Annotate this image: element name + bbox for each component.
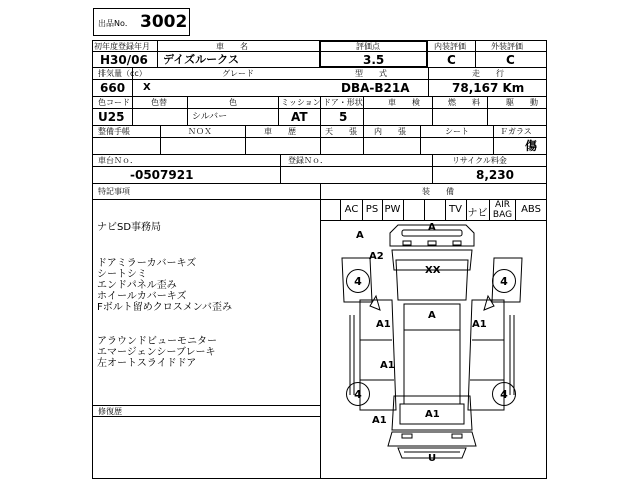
equipment-title: 装 備 [422, 187, 454, 196]
damage-front-bumper: A [428, 222, 436, 233]
grade-label: グレード [222, 69, 254, 78]
interior-grade-label: 内装評価 [434, 42, 466, 51]
damage-left-fender: A2 [369, 251, 384, 262]
maintenance-record-label: 整備手帳 [98, 127, 130, 136]
mileage-label: 走 行 [472, 69, 504, 78]
drive-label: 駆 動 [506, 98, 538, 107]
grid-line [420, 125, 421, 155]
transmission-label: ミッション [281, 98, 321, 107]
grade-value: X [143, 82, 151, 93]
seat-label: シート [445, 127, 469, 136]
color-value: シルバー [192, 112, 228, 122]
headliner-label: 天 張 [325, 127, 357, 136]
exterior-grade-label: 外装評価 [491, 42, 523, 51]
chassis-no-value: -0507921 [130, 168, 194, 182]
grid-line [132, 96, 133, 126]
grid-line [187, 96, 188, 126]
fuel-label: 燃 料 [448, 98, 480, 107]
color-label: 色 [229, 98, 237, 107]
color-change-label: 色替 [151, 98, 167, 107]
grid-line [428, 67, 429, 97]
car-name-label: 車 名 [216, 42, 248, 51]
car-name-value: デイズルークス [163, 53, 240, 66]
equipment-pw: PW [384, 204, 401, 215]
grid-line [403, 199, 404, 220]
chassis-no-label: 車台Ｎｏ． [98, 156, 138, 165]
grid-line [160, 125, 161, 155]
grid-line [92, 405, 320, 406]
mileage-value: 78,167 Km [452, 81, 525, 95]
grid-line [320, 125, 321, 155]
score-label: 評価点 [356, 42, 380, 51]
grid-line [278, 96, 279, 126]
grid-line [432, 154, 433, 184]
remark-line: エンドパネル歪み [97, 280, 177, 291]
grid-line [245, 125, 246, 155]
registration-no-label: 登録Ｎｏ． [288, 156, 328, 165]
nox-label: ＮＯＸ [188, 127, 212, 136]
damage-rear-gate: A1 [425, 409, 440, 420]
displacement-value: 660 [100, 81, 126, 95]
grid-line [280, 154, 281, 184]
score-value: 3.5 [363, 53, 385, 67]
equipment-tv: TV [449, 204, 462, 215]
history-label: 車 歴 [264, 127, 296, 136]
equipment-ps: PS [365, 204, 379, 215]
remark-line: 左オートスライドドア [97, 358, 197, 369]
damage-left-front-door: A1 [376, 319, 391, 330]
grid-line [157, 40, 158, 68]
displacement-label: 排気量（cc） [98, 69, 147, 78]
equipment-navi: ナビ [467, 208, 488, 219]
grid-line [92, 416, 320, 417]
inspection-label: 車 検 [388, 98, 420, 107]
tire-front-left: 4 [346, 269, 370, 293]
damage-left-rear-quarter: A1 [372, 415, 387, 426]
reg-year-value: H30/06 [100, 53, 148, 67]
grid-line [363, 125, 364, 155]
model-code-label: 型 式 [355, 69, 387, 78]
recycle-fee-value: 8,230 [476, 168, 514, 182]
remark-line: アラウンドビューモニター [97, 336, 217, 347]
exterior-grade-value: C [506, 53, 515, 67]
grid-line [493, 125, 494, 155]
damage-front-left: A [356, 230, 364, 241]
recycle-fee-label: リサイクル料金 [452, 156, 507, 165]
tire-front-right: 4 [492, 269, 516, 293]
model-code-value: DBA-B21A [341, 81, 410, 95]
damage-hood: XX [425, 265, 441, 276]
doors-value: 5 [339, 110, 348, 124]
color-code-value: U25 [98, 110, 125, 124]
interior-trim-label: 内 張 [374, 127, 406, 136]
grid-line [92, 79, 547, 80]
remarks-title: 特記事項 [98, 187, 130, 196]
remark-line: ナビSD事務局 [97, 222, 162, 233]
reg-year-label: 初年度登録年月 [94, 42, 150, 51]
remark-line: ドアミラーカバーキズ [97, 258, 197, 269]
car-damage-diagram [320, 220, 546, 478]
remark-line: エマージェンシーブレーキ [97, 347, 216, 358]
front-glass-label: Ｆガラス [500, 127, 532, 136]
color-code-label: 色コード [98, 98, 130, 107]
remark-line: シートシミ [97, 269, 147, 280]
grid-line [424, 199, 425, 220]
damage-left-rear-door: A1 [380, 360, 395, 371]
equipment-ac: AC [344, 204, 359, 215]
grid-line [475, 40, 476, 68]
damage-roof: A [428, 310, 436, 321]
equipment-abs: ABS [521, 204, 541, 215]
repair-history-title: 修復歴 [98, 407, 122, 416]
lot-label: 出品No． [98, 19, 133, 28]
lot-number-box [93, 8, 190, 36]
grid-line [92, 166, 547, 167]
remark-line: Fボルト留めクロスメンバ歪み [97, 302, 233, 313]
front-glass-value: 傷 [525, 139, 538, 153]
remark-line: ホイールカバーキズ [97, 291, 187, 302]
tire-rear-right: 4 [492, 382, 516, 406]
equipment-airbag: AIR BAG [492, 200, 513, 220]
grid-line [363, 96, 364, 126]
interior-grade-value: C [447, 53, 456, 67]
damage-undercarriage: U [428, 453, 437, 464]
doors-label: ドア・形状 [323, 98, 363, 107]
transmission-value: AT [291, 110, 308, 124]
tire-rear-left: 4 [346, 382, 370, 406]
grid-line [432, 96, 433, 126]
damage-right-front-door: A1 [472, 319, 487, 330]
grid-line [487, 96, 488, 126]
lot-number: 3002 [140, 12, 188, 32]
